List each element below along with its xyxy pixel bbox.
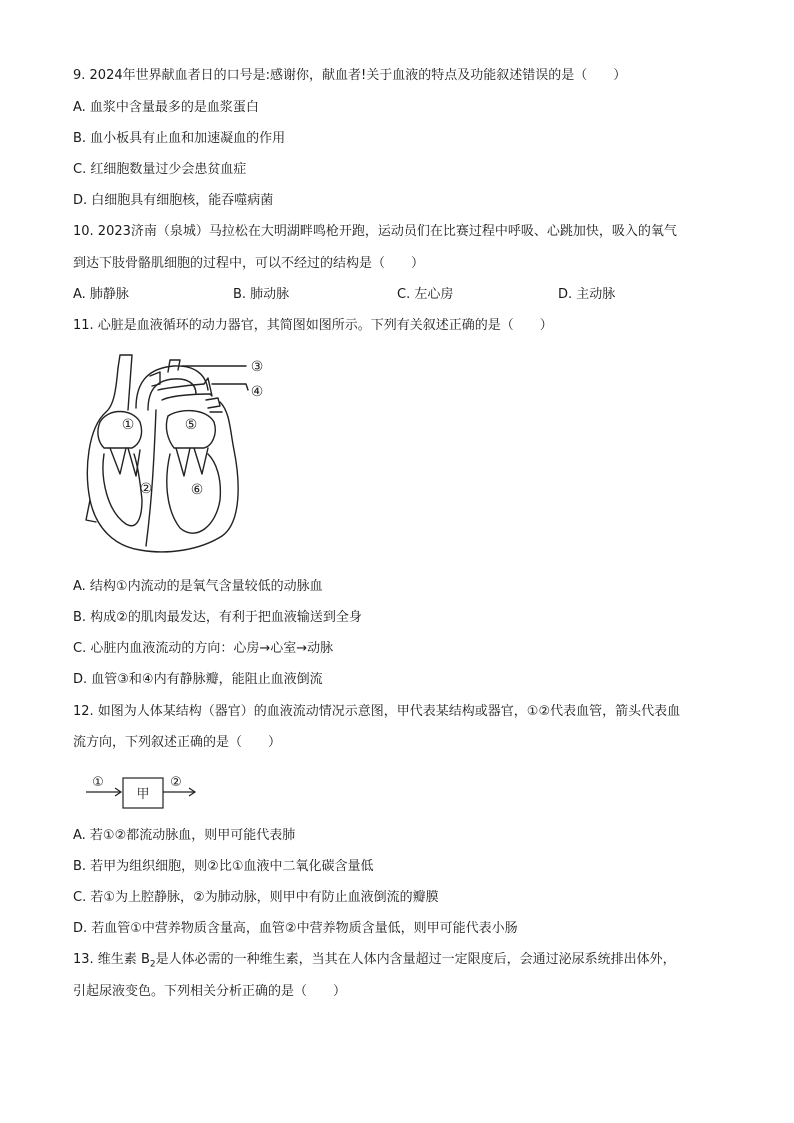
blood-flow-diagram xyxy=(84,772,214,812)
q10-stem-line1: 10. 2023济南（泉城）马拉松在大明湖畔鸣枪开跑，运动员们在比赛过程中呼吸、心跳加快，吸入的氧气 xyxy=(73,224,677,239)
q10-stem-line2: 到达下肢骨骼肌细胞的过程中，可以不经过的结构是（ ） xyxy=(73,256,425,271)
q11-stem: 11. 心脏是血液循环的动力器官，其简图如图所示。下列有关叙述正确的是（ ） xyxy=(73,318,553,333)
heart-label-5: ⑤ xyxy=(184,417,198,433)
q9-option-a: A. 血浆中含量最多的是血浆蛋白 xyxy=(73,100,259,115)
heart-label-1: ① xyxy=(121,417,135,433)
q12-option-b: B. 若甲为组织细胞，则②比①血液中二氧化碳含量低 xyxy=(73,859,374,874)
q12-option-a: A. 若①②都流动脉血，则甲可能代表肺 xyxy=(73,828,296,843)
q12-stem-line2: 流方向，下列叙述正确的是（ ） xyxy=(73,735,282,750)
q11-option-a: A. 结构①内流动的是氧气含量较低的动脉血 xyxy=(73,579,323,594)
q9-option-b: B. 血小板具有止血和加速凝血的作用 xyxy=(73,131,286,146)
q9-option-c: C. 红细胞数量过少会患贫血症 xyxy=(73,162,247,177)
q10-option-d: D. 主动脉 xyxy=(558,287,616,302)
q9-option-d: D. 白细胞具有细胞核，能吞噬病菌 xyxy=(73,193,274,208)
q12-stem-line1: 12. 如图为人体某结构（器官）的血液流动情况示意图，甲代表某结构或器官，①②代表血管，箭头代表血 xyxy=(73,704,681,719)
q11-option-d: D. 血管③和④内有静脉瓣，能阻止血液倒流 xyxy=(73,672,323,687)
flow-label-out: ② xyxy=(170,775,182,790)
q12-option-c: C. 若①为上腔静脉，②为肺动脉，则甲中有防止血液倒流的瓣膜 xyxy=(73,890,439,905)
q10-option-a: A. 肺静脉 xyxy=(73,287,129,302)
q13-stem-line1: 13. 维生素 $B_2$是人体必需的一种维生素，当其在人体内含量超过一定限度后，会通过泌尿系统排出体外， xyxy=(73,952,676,970)
q9-stem: 9. 2024年世界献血者日的口号是:感谢你，献血者!关于血液的特点及功能叙述错误的是（ ） xyxy=(73,68,627,83)
q11-option-c: C. 心脏内血液流动的方向：心房→心室→动脉 xyxy=(73,641,334,656)
q13-stem-line2: 引起尿液变色。下列相关分析正确的是（ ） xyxy=(73,984,347,999)
flow-label-in: ① xyxy=(92,775,104,790)
heart-label-4: ④ xyxy=(250,384,264,400)
heart-diagram xyxy=(70,350,290,560)
heart-label-3: ③ xyxy=(250,359,264,375)
q10-option-b: B. 肺动脉 xyxy=(233,287,290,302)
q12-option-d: D. 若血管①中营养物质含量高，血管②中营养物质含量低，则甲可能代表小肠 xyxy=(73,921,518,936)
flow-box-label: 甲 xyxy=(136,787,150,802)
heart-label-2: ② xyxy=(139,481,153,497)
heart-label-6: ⑥ xyxy=(190,482,204,498)
q10-option-c: C. 左心房 xyxy=(397,287,454,302)
q11-option-b: B. 构成②的肌肉最发达，有利于把血液输送到全身 xyxy=(73,610,362,625)
